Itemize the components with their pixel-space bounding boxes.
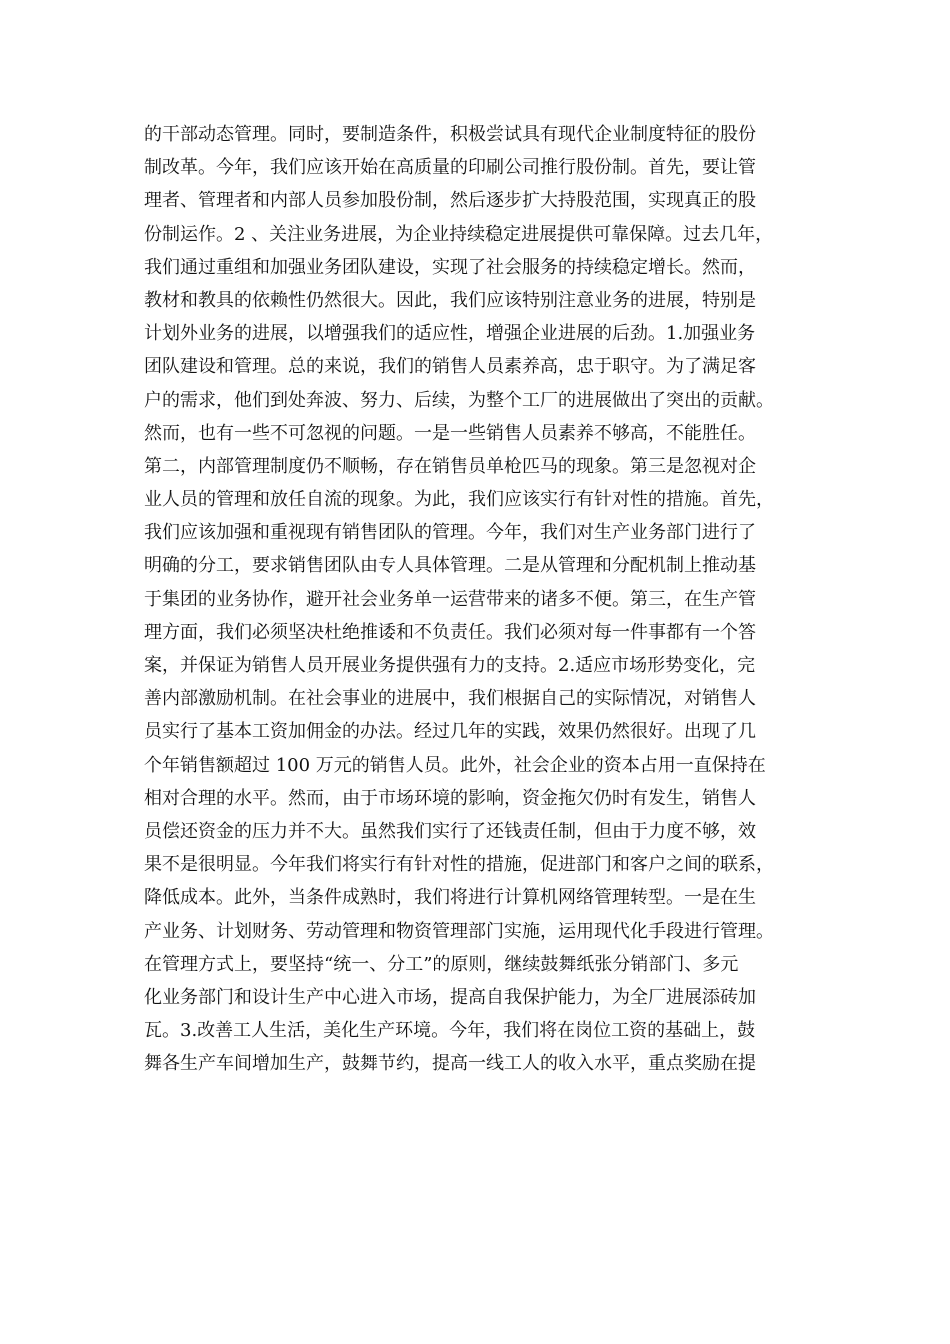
text-line: 舞各生产车间增加生产，鼓舞节约，提高一线工人的收入水平，重点奖励在提 (144, 1053, 756, 1075)
text-line: 产业务、计划财务、劳动管理和物资管理部门实施，运用现代化手段进行管理。 (144, 920, 774, 942)
text-line: 相对合理的水平。然而，由于市场环境的影响，资金拖欠仍时有发生，销售人 (144, 787, 756, 809)
text-line: 果不是很明显。今年我们将实行有针对性的措施，促进部门和客户之间的联系， (144, 854, 774, 876)
text-line: 理者、管理者和内部人员参加股份制，然后逐步扩大持股范围，实现真正的股 (144, 190, 756, 212)
text-line: 善内部激励机制。在社会事业的进展中，我们根据自己的实际情况，对销售人 (144, 688, 756, 710)
text-line: 我们应该加强和重视现有销售团队的管理。今年，我们对生产业务部门进行了 (144, 522, 756, 544)
text-line: 理方面，我们必须坚决杜绝推诿和不负责任。我们必须对每一件事都有一个答 (144, 621, 756, 643)
text-line: 降低成本。此外，当条件成熟时，我们将进行计算机网络管理转型。一是在生 (144, 887, 756, 909)
text-line: 户的需求，他们到处奔波、努力、后续，为整个工厂的进展做出了突出的贡献。 (144, 389, 774, 411)
text-line: 于集团的业务协作，避开社会业务单一运营带来的诸多不便。第三，在生产管 (144, 588, 756, 610)
text-line: 在管理方式上，要坚持“统一、分工”的原则，继续鼓舞纸张分销部门、多元 (144, 953, 739, 975)
text-line: 然而，也有一些不可忽视的问题。一是一些销售人员素养不够高，不能胜任。 (144, 422, 756, 444)
text-line: 我们通过重组和加强业务团队建设，实现了社会服务的持续稳定增长。然而， (144, 256, 756, 278)
text-line: 明确的分工，要求销售团队由专人具体管理。二是从管理和分配机制上推动基 (144, 555, 756, 577)
text-line: 教材和教具的依赖性仍然很大。因此，我们应该特别注意业务的进展，特别是 (144, 289, 756, 311)
text-line: 制改革。今年，我们应该开始在高质量的印刷公司推行股份制。首先，要让管 (144, 157, 756, 179)
text-line: 员实行了基本工资加佣金的办法。经过几年的实践，效果仍然很好。出现了几 (144, 721, 756, 743)
text-line: 份制运作。2 、关注业务进展，为企业持续稳定进展提供可靠保障。过去几年， (144, 223, 774, 245)
text-line: 个年销售额超过 100 万元的销售人员。此外，社会企业的资本占用一直保持在 (144, 754, 766, 776)
text-line: 第二，内部管理制度仍不顺畅，存在销售员单枪匹马的现象。第三是忽视对企 (144, 455, 756, 477)
text-line: 化业务部门和设计生产中心进入市场，提高自我保护能力，为全厂进展添砖加 (144, 986, 756, 1008)
text-line: 团队建设和管理。总的来说，我们的销售人员素养高，忠于职守。为了满足客 (144, 356, 756, 378)
text-line: 的干部动态管理。同时，要制造条件，积极尝试具有现代企业制度特征的股份 (144, 124, 756, 145)
text-line: 案，并保证为销售人员开展业务提供强有力的支持。2.适应市场形势变化，完 (144, 655, 756, 676)
text-line: 计划外业务的进展，以增强我们的适应性，增强企业进展的后劲。1.加强业务 (144, 323, 756, 345)
body-text (144, 118, 804, 1080)
text-line: 员偿还资金的压力并不大。虽然我们实行了还钱责任制，但由于力度不够，效 (144, 820, 756, 842)
text-line: 瓦。3.改善工人生活，美化生产环境。今年，我们将在岗位工资的基础上，鼓 (144, 1020, 756, 1042)
text-line: 业人员的管理和放任自流的现象。为此，我们应该实行有针对性的措施。首先， (144, 489, 774, 511)
